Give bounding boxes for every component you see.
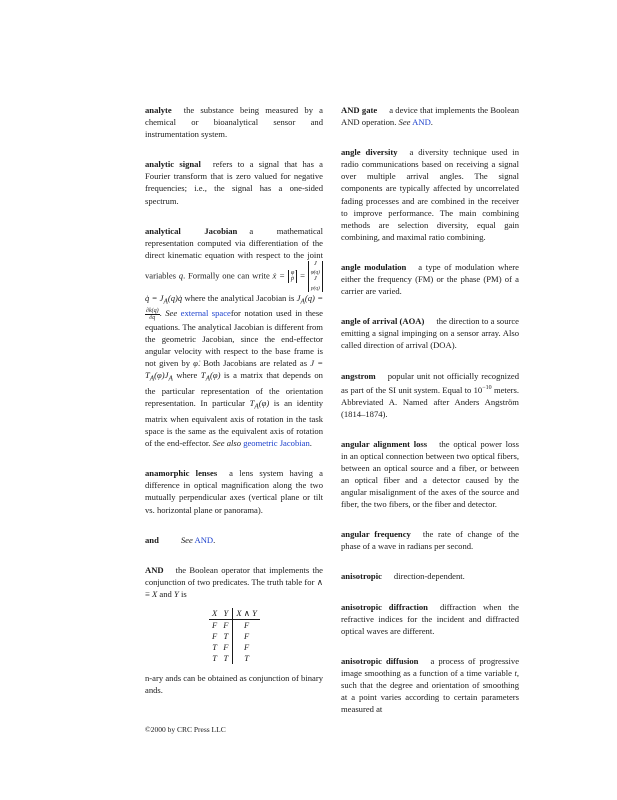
definition-text: where the analytical Jacobian is xyxy=(184,292,295,303)
math-jp xyxy=(311,276,320,291)
table-row xyxy=(209,631,260,642)
entry-analytic-signal xyxy=(145,158,323,206)
punctuation: . xyxy=(430,117,433,128)
definition-angstrom-rest: meters. Abbreviated A. Named after Anders Angström (1814–1874). xyxy=(341,384,519,419)
math-eq: (q)q̇ xyxy=(167,292,183,303)
table-cell: T xyxy=(212,642,217,652)
entry-analytical-jacobian xyxy=(145,225,323,450)
fraction-denominator: ∂q xyxy=(149,314,156,321)
definition-and-operator: the Boolean operator that implements the conjunction of two predicates. The truth table for ∧ ≡ xyxy=(145,564,323,599)
entry-anisotropic-diffraction xyxy=(341,601,519,637)
table-cell: F xyxy=(220,620,233,632)
fraction-dk-dq xyxy=(145,308,160,321)
term-angle-diversity: angle diversity xyxy=(341,147,398,158)
entry-and-operator xyxy=(145,564,323,696)
math-eq: (φ)J xyxy=(154,370,169,381)
entry-anisotropic-diffusion xyxy=(341,655,519,715)
see-label: See xyxy=(398,117,411,128)
math-eq: J = T xyxy=(145,358,324,381)
definition-text: is xyxy=(180,588,187,599)
math-sub: A xyxy=(163,297,168,306)
term-anisotropic: anisotropic xyxy=(341,571,382,582)
term-anisotropic-diffusion: anisotropic diffusion xyxy=(341,655,419,666)
math-j: J xyxy=(313,275,317,283)
entry-analyte xyxy=(145,104,323,140)
table-cell: F xyxy=(244,620,250,630)
math-sub: p(q) xyxy=(310,285,320,292)
table-cell: F xyxy=(212,620,218,630)
term-angular-alignment-loss: angular alignment loss xyxy=(341,438,428,449)
table-cell: F xyxy=(212,631,218,641)
table-cell: T xyxy=(212,653,217,663)
definition-text: . Both Jacobians are related as xyxy=(197,358,308,369)
definition-angle-of-arrival: the direction to a source emitting a signal impinging on a sensor array. Also called direction of arrival (DOA). xyxy=(341,316,519,351)
math-equals: = xyxy=(300,270,305,281)
truth-table xyxy=(209,608,260,664)
link-external-space[interactable]: external space xyxy=(180,308,231,319)
definition-angle-diversity: a diversity technique used in radio communications based on receiving a signal over multiple arrival angles. The signal components are typically affected by uncorrelated fading processes and are combined in the receiver to improve performance. The main combining methods are selection diversity, equal gain combining, and maximal ratio combining. xyxy=(341,147,519,242)
math-sub: A xyxy=(254,402,259,411)
left-column xyxy=(145,104,323,696)
table-cell: F xyxy=(244,642,250,652)
math-sub: A xyxy=(205,374,210,383)
term-angstrom: angstrom xyxy=(341,370,376,381)
math-q: q xyxy=(178,270,184,281)
punctuation: . xyxy=(213,534,216,545)
definition-intro: a mathematical representation computed via differentiation of the direct kinematic equation with respect to the joint variables xyxy=(145,225,323,281)
math-x: X xyxy=(152,588,158,599)
math-xdot: ẋ = xyxy=(272,270,285,281)
table-header-cell: X xyxy=(209,608,220,620)
copyright-footer: ©2000 by CRC Press LLC xyxy=(145,725,226,734)
entry-anisotropic xyxy=(341,570,519,582)
see-also-label: See also xyxy=(212,438,242,449)
math-sub: A xyxy=(300,297,305,306)
entry-and xyxy=(145,534,323,546)
term-and-gate: AND gate xyxy=(341,105,378,115)
math-ta: T xyxy=(200,370,206,381)
table-row xyxy=(209,642,260,653)
definition-text: for notation used in these equations. The analytical Jacobian is different from the geometric Jacobian, since the end-effector angular velocity with respect to the base frame is not given by xyxy=(145,308,323,369)
term-angular-frequency: angular frequency xyxy=(341,529,411,540)
term-angle-of-arrival: angle of arrival (AOA) xyxy=(341,316,425,327)
definition-anamorphic-lenses: a lens system having a difference in optical magnification along the two mutually perpendicular axes (vertical plane or tilt vs. horizontal plane or panorama). xyxy=(145,468,323,515)
math-y: Y xyxy=(174,588,179,599)
math-sub: φ(q) xyxy=(310,269,320,276)
term-analytic-signal: analytic signal xyxy=(145,159,201,170)
definition-analytic-signal: refers to a signal that has a Fourier transform that is zero valued for negative frequencies; i.e., the signal has a one-sided spectrum. xyxy=(145,159,324,206)
definition-and-gate: a device that implements the Boolean AND operation. xyxy=(341,105,519,128)
fraction-numerator: ∂k(q) xyxy=(146,307,159,314)
definition-text: is a matrix that depends on the particular representation of the orientation representation. In particular xyxy=(145,370,323,409)
entry-angle-of-arrival xyxy=(341,315,519,351)
table-header-cell: X ∧ Y xyxy=(233,608,260,620)
term-angle-modulation: angle modulation xyxy=(341,261,407,272)
entry-anamorphic-lenses xyxy=(145,467,323,515)
right-column xyxy=(341,104,519,715)
table-cell: T xyxy=(220,631,233,642)
entry-angle-diversity xyxy=(341,146,519,243)
entry-angstrom xyxy=(341,370,519,420)
definition-text: is an identity matrix when equivalent axis of rotation in the task space is the same as the equivalent axis of rotation of the end-effector. xyxy=(145,398,323,449)
entry-and-gate xyxy=(341,104,519,128)
term-anamorphic-lenses: anamorphic lenses xyxy=(145,468,218,479)
table-cell: T xyxy=(244,653,249,663)
math-ta: T xyxy=(249,398,255,409)
definition-angstrom: popular unit not officially recognized as part of the SI unit system. Equal to 10 xyxy=(341,370,519,395)
link-geometric-jacobian[interactable]: geometric Jacobian xyxy=(243,438,310,449)
punctuation: . xyxy=(309,438,312,449)
definition-angle-modulation: a type of modulation where either the frequency (FM) or the phase (PM) of a carrier are varied. xyxy=(341,261,519,297)
definition-angular-frequency: the rate of change of the phase of a wave in radians per second. xyxy=(341,529,519,552)
definition-analyte: the substance being measured by a chemical or bioanalytical sensor and instrumentation system. xyxy=(145,105,323,140)
definition-angular-alignment-loss: the optical power loss in an optical connection between two optical fibers, between an optical source and a fiber, or between an optical fiber and a detector caused by the angular misalignment of the axes of the source and fiber, the two fibers, or the fiber and detector. xyxy=(341,438,519,510)
table-cell: F xyxy=(244,631,250,641)
table-row xyxy=(209,620,260,632)
term-and-operator: AND xyxy=(145,564,164,575)
math-eq: (φ) xyxy=(209,370,221,381)
entry-angular-alignment-loss xyxy=(341,438,519,511)
math-eq: (q) = xyxy=(304,292,323,303)
term-analytical-jacobian: analytical Jacobian xyxy=(145,225,238,236)
definition-anisotropic: direction-dependent. xyxy=(393,571,465,582)
term-analyte: analyte xyxy=(145,105,172,115)
table-cell: T xyxy=(220,653,233,664)
entry-angular-frequency xyxy=(341,528,519,552)
math-phidot: φ̇ xyxy=(193,358,198,369)
definition-anisotropic-diffusion-rest: , such that the degree and orientation of smoothing at a point varies according to certain parameters measured at xyxy=(341,667,519,715)
see-label: See xyxy=(165,308,178,319)
vector-phi-p xyxy=(288,270,298,283)
math-eq: q̇ = J xyxy=(145,292,164,303)
term-and: and xyxy=(145,534,159,545)
math-sub: A xyxy=(168,374,173,383)
table-header-cell: Y xyxy=(220,608,233,620)
entry-angle-modulation xyxy=(341,261,519,297)
exponent: −10 xyxy=(482,384,492,391)
definition-and-tail: n-ary ands can be obtained as conjunction of binary ands. xyxy=(145,673,323,696)
definition-anisotropic-diffusion: a process of progressive image smoothing as a function of a time variable xyxy=(341,655,520,678)
table-row xyxy=(209,653,260,664)
math-jphi xyxy=(311,261,320,276)
truth-table-header xyxy=(209,608,260,620)
definition-text: where xyxy=(176,370,198,381)
term-anisotropic-diffraction: anisotropic diffraction xyxy=(341,601,428,612)
definition-anisotropic-diffraction: diffraction when the refractive indices for the incident and diffracted optical waves are different. xyxy=(341,601,519,636)
math-j: J xyxy=(313,259,317,267)
math-t: t xyxy=(514,667,517,678)
math-pdot: ṗ xyxy=(290,275,295,283)
math-ja: J xyxy=(296,292,301,303)
math-phidot: φ̇ xyxy=(290,268,295,276)
link-and[interactable]: AND xyxy=(194,534,214,545)
vector-jacobians xyxy=(308,261,323,292)
definition-text: and xyxy=(159,588,172,599)
punctuation: . xyxy=(159,308,162,319)
table-cell: F xyxy=(220,642,233,653)
math-sub: A xyxy=(149,374,155,383)
link-and[interactable]: AND xyxy=(412,117,431,128)
definition-text: . Formally one can write xyxy=(183,270,270,281)
see-label: See xyxy=(180,534,193,545)
math-eq: (φ) xyxy=(258,398,270,409)
